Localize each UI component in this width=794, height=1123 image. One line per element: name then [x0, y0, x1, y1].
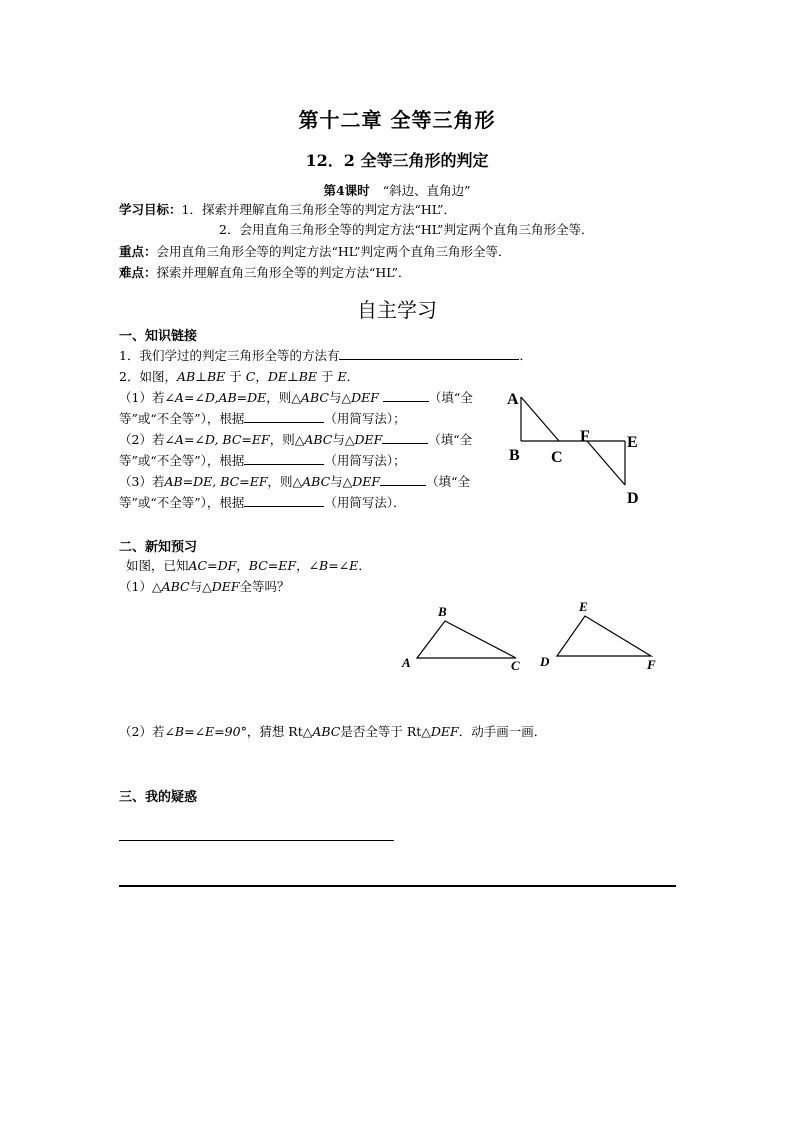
lesson-title: [0, 181, 794, 199]
label-d: D: [627, 490, 639, 507]
answer-blank[interactable]: [380, 472, 426, 486]
text: △DEF: [341, 390, 379, 405]
text: ∠B=∠E: [308, 558, 359, 573]
key-point: [119, 242, 511, 262]
text: ，则: [267, 474, 293, 489]
difficulty: [119, 263, 411, 283]
label-f: F: [580, 428, 590, 445]
section2-heading: 二、新知预习: [119, 540, 198, 555]
text: ⊥: [286, 369, 299, 384]
text: （1）: [119, 579, 152, 594]
text: 等”或“不全等”），根据: [119, 495, 245, 510]
key-point-label: 重点：: [119, 244, 157, 259]
label-a: A: [507, 391, 519, 408]
text: BE: [298, 369, 318, 384]
answer-blank[interactable]: [339, 346, 519, 360]
lesson-label: 第4课时: [323, 183, 370, 198]
section1-heading: 一、知识链接: [119, 329, 198, 344]
s1-q1-text: 1．我们学过的判定三角形全等的方法有: [119, 348, 340, 363]
label-e: E: [579, 599, 588, 614]
text: （填“全: [426, 474, 470, 489]
s1-sub2-line2: [119, 451, 406, 471]
text: AC=DF: [188, 558, 237, 573]
answer-blank[interactable]: [382, 430, 428, 444]
text: AB: [176, 369, 196, 384]
text: ∠A=∠D,AB=DE: [164, 390, 267, 405]
text: ，: [255, 369, 268, 384]
text: ，猜想 Rt: [246, 724, 303, 739]
text: ，则: [269, 432, 295, 447]
text: ，则: [266, 390, 292, 405]
label-b: B: [509, 447, 520, 464]
section-title: 12．2 全等三角形的判定: [305, 151, 489, 170]
text: ⊥: [195, 369, 207, 384]
answer-blank[interactable]: [244, 451, 324, 465]
text: （填“全: [428, 390, 473, 405]
s1-q2: [119, 367, 359, 387]
text: 与: [328, 390, 342, 405]
text: 与: [332, 432, 345, 447]
text: （用简写法）；: [324, 453, 406, 468]
text: 全等吗？: [239, 579, 290, 594]
bottom-rule: [119, 885, 676, 887]
text: C: [245, 369, 256, 384]
text: △DEF: [342, 474, 381, 489]
text: 与: [189, 579, 203, 594]
key-point-text: 会用直角三角形全等的判定方法“HL”判定两个直角三角形全等．: [156, 244, 511, 259]
text: 如图，已知: [126, 558, 189, 573]
text: △ABC: [302, 724, 341, 739]
s2-given: [126, 556, 371, 576]
figure-2: [395, 595, 675, 680]
text: △DEF: [344, 432, 383, 447]
s1-q1-end: ．: [519, 348, 532, 363]
goals-label: 学习目标：: [119, 202, 182, 217]
s1-sub1-line1: [119, 388, 473, 408]
text: （2）若: [119, 432, 165, 447]
answer-blank[interactable]: [244, 493, 324, 507]
text: 是否全等于 Rt: [340, 724, 422, 739]
text: E: [337, 369, 347, 384]
text: △ABC: [291, 390, 329, 405]
s1-sub1-line2: [119, 409, 406, 429]
text: 2．如图，: [119, 369, 177, 384]
s1-sub2-line1: [119, 430, 472, 450]
s2-q2: [119, 722, 546, 742]
s2-q1: [119, 577, 290, 597]
answer-line[interactable]: [119, 840, 394, 841]
text: 于: [321, 369, 334, 384]
chapter-title: 第十二章 全等三角形: [298, 108, 496, 132]
text: 于: [229, 369, 242, 384]
answer-blank[interactable]: [383, 388, 429, 402]
triangle-abc: [417, 621, 516, 658]
label-b: B: [438, 604, 447, 619]
text: ，: [296, 558, 309, 573]
label-a: A: [402, 655, 411, 670]
figure-1: [500, 385, 660, 510]
text: （填“全: [428, 432, 473, 447]
goal-1: 1．探索并理解直角三角形全等的判定方法“HL”．: [181, 202, 456, 217]
segment-fd: [587, 441, 625, 485]
self-study-heading: 自主学习: [357, 298, 437, 322]
label-f: F: [647, 657, 656, 672]
goals-line-1: [119, 200, 456, 220]
text: 等”或“不全等”），根据: [119, 453, 245, 468]
section3-heading: 三、我的疑惑: [119, 790, 198, 805]
lesson-topic: “斜边、直角边”: [382, 183, 471, 198]
s1-sub3-line2: [119, 493, 406, 513]
difficulty-label: 难点：: [119, 265, 157, 280]
s1-q1: [119, 346, 532, 366]
text: （用简写法）；: [324, 411, 406, 426]
label-c: C: [511, 658, 520, 673]
text: △ABC: [292, 474, 331, 489]
text: （1）若: [119, 390, 165, 405]
difficulty-text: 探索并理解直角三角形全等的判定方法“HL”．: [156, 265, 411, 280]
text: ．: [346, 369, 360, 384]
text: （2）若: [119, 724, 165, 739]
segment-ac: [521, 397, 559, 441]
text: BC=EF: [248, 558, 297, 573]
s1-sub3-line1: [119, 472, 470, 492]
text: ∠B=∠E=90°: [164, 724, 247, 739]
triangle-def: [557, 616, 651, 656]
text: AB=DE, BC=EF: [164, 474, 268, 489]
answer-blank[interactable]: [244, 409, 324, 423]
goal-2: 2．会用直角三角形全等的判定方法“HL”判定两个直角三角形全等．: [219, 222, 594, 237]
label-d: D: [540, 654, 550, 669]
text: （用简写法）．: [324, 495, 406, 510]
text: ．: [358, 558, 371, 573]
text: 等”或“不全等”），根据: [119, 411, 245, 426]
label-e: E: [627, 434, 638, 451]
text: ．动手画一画．: [458, 724, 547, 739]
text: △DEF: [421, 724, 459, 739]
text: △ABC: [151, 579, 190, 594]
label-c: C: [551, 449, 563, 466]
text: DE: [267, 369, 287, 384]
text: ，: [236, 558, 249, 573]
text: （3）若: [119, 474, 165, 489]
text: 与: [330, 474, 343, 489]
text: ∠A=∠D, BC=EF: [164, 432, 270, 447]
text: △DEF: [202, 579, 240, 594]
text: △ABC: [294, 432, 333, 447]
text: BE: [206, 369, 226, 384]
